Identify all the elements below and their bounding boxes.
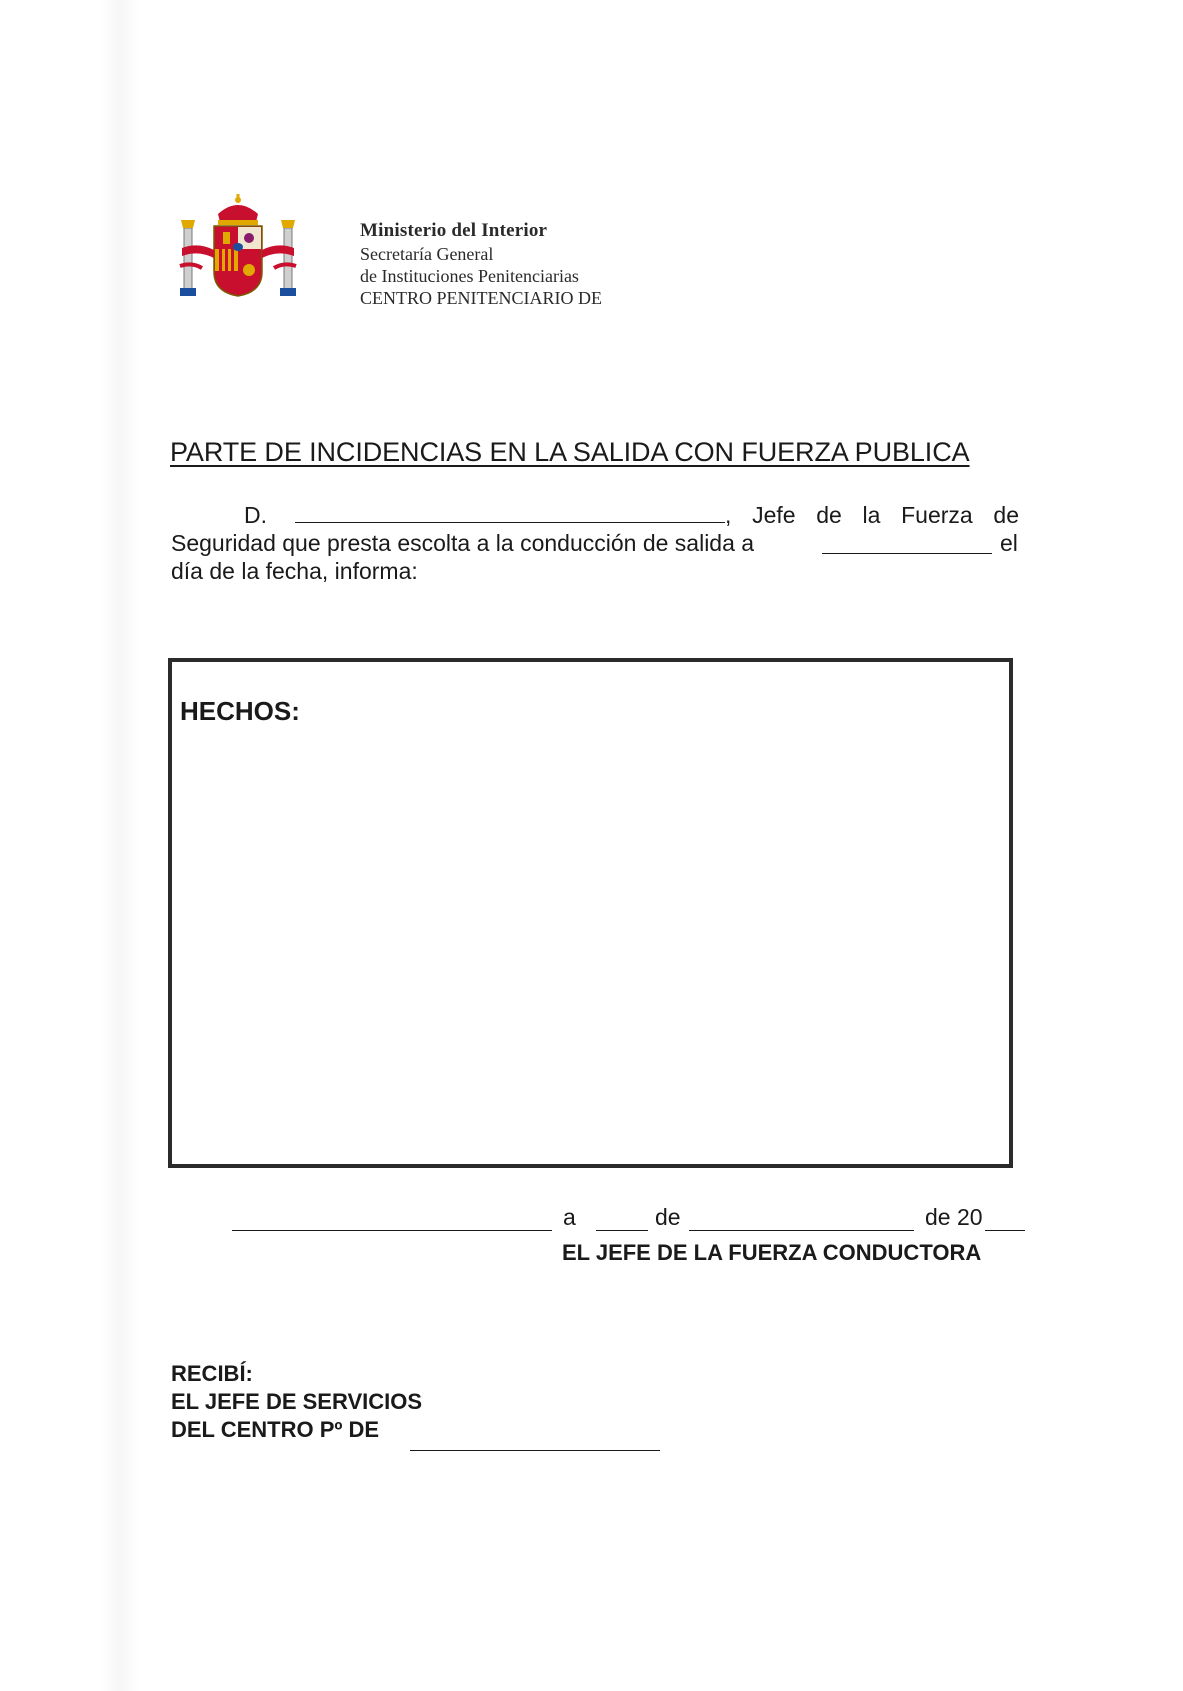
destination-blank[interactable] xyxy=(822,553,992,554)
centre-line: CENTRO PENITENCIARIO DE xyxy=(360,288,602,308)
de20-label: de 20 xyxy=(925,1204,983,1230)
a-label: a xyxy=(563,1204,576,1230)
year-blank[interactable] xyxy=(985,1230,1025,1231)
centro-blank[interactable] xyxy=(410,1450,660,1451)
letterhead xyxy=(178,192,678,312)
letterhead-text xyxy=(360,220,602,309)
month-blank[interactable] xyxy=(689,1230,914,1231)
jefe-servicios-line: EL JEFE DE SERVICIOS xyxy=(171,1389,423,1414)
page-title: PARTE DE INCIDENCIAS EN LA SALIDA CON FUERZA PUBLICA xyxy=(170,437,970,467)
d-label: D. xyxy=(244,502,267,528)
day-blank[interactable] xyxy=(596,1230,648,1231)
place-blank[interactable] xyxy=(232,1230,552,1231)
escort-text: Seguridad que presta escolta a la conducción de salida a xyxy=(171,530,755,556)
institutions-line: de Instituciones Penitenciarias xyxy=(360,266,579,286)
ministry-name: Ministerio del Interior xyxy=(360,220,548,241)
hechos-box[interactable] xyxy=(168,658,1013,1168)
hechos-label: HECHOS: xyxy=(180,696,300,726)
name-blank[interactable] xyxy=(295,522,725,523)
centro-line: DEL CENTRO Pº DE xyxy=(171,1417,380,1442)
coat-of-arms-icon xyxy=(178,192,298,310)
jefe-text: , Jefe de la Fuerza de xyxy=(725,502,1019,528)
el-text: el xyxy=(1000,530,1018,556)
secretariat-line: Secretaría General xyxy=(360,244,494,264)
signer-title: EL JEFE DE LA FUERZA CONDUCTORA xyxy=(562,1240,982,1265)
recibi-block xyxy=(171,1360,422,1444)
informa-text: día de la fecha, informa: xyxy=(171,558,418,584)
recibi-label: RECIBÍ: xyxy=(171,1361,253,1386)
de-label: de xyxy=(655,1204,681,1230)
scan-shading xyxy=(100,0,140,1691)
